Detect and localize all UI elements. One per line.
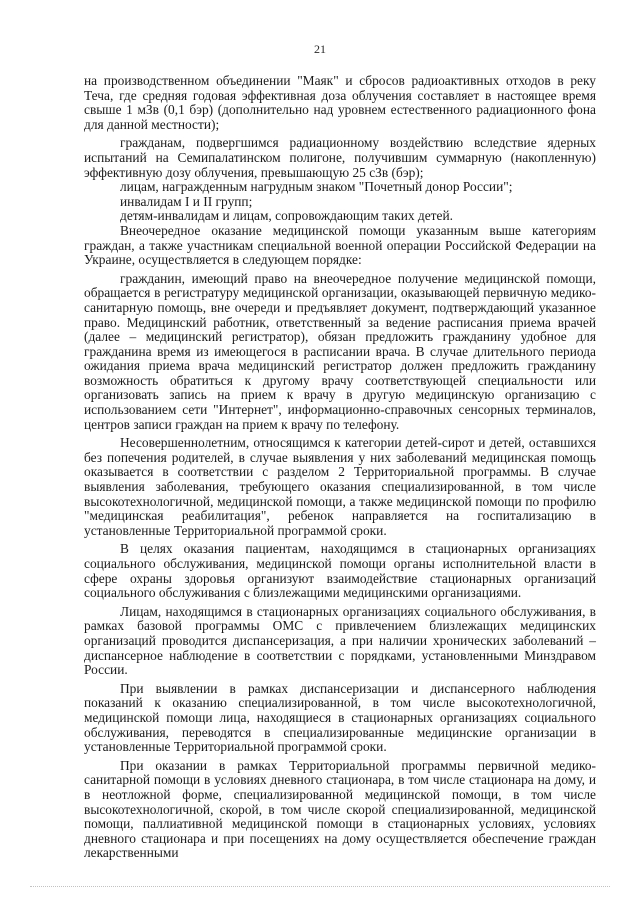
paragraph-mayak-exposure: на производственном объединении "Маяк" и сбросов радиоактивных отходов в реку Теча, где средняя годовая эффективная доза облучения составляет в настоящее время свыше 1 мЗв (0,1 бэр) (дополнительно над уровнем естественного радиационного фона для данной местности); (84, 73, 596, 132)
paragraph-disability-groups: инвалидам I и II групп; (120, 193, 253, 209)
paragraph-social-institutions: В целях оказания пациентам, находящимся в стационарных организациях социального обслуживания, медицинской помощи органы исполнительной власти в сфере охраны здоровья организуют взаимодействие стационарных организаций социального обслуживания с близлежащими медицинскими организациями. (84, 541, 596, 601)
paragraph-specialized-transfer: При выявлении в рамках диспансеризации и диспансерного наблюдения показаний к оказанию специализированной, в том числе высокотехнологичной, медицинской помощи лица, находящиеся в стационарных организациях социального обслуживания, переводятся в специализированные медицинские организации в установленные Территориальной программой сроки. (84, 680, 596, 755)
page-number: 21 (314, 42, 326, 56)
paragraph-dispensarization: Лицам, находящимся в стационарных организациях социального обслуживания, в рамках базовой программы ОМС с привлечением близлежащих медицинских организаций проводится диспансеризация, а при наличии хронических заболеваний – диспансерное наблюдение в соответствии с порядками, установленными Минздравом России. (84, 603, 596, 678)
paragraph-disabled-children: детям-инвалидам и лицам, сопровождающим таких детей. (120, 208, 453, 224)
paragraph-priority-order: Внеочередное оказание медицинской помощи указанным выше категориям граждан, а также участникам специальной военной операции Российской Федерации на Украине, осуществляется в следующем порядке: (84, 222, 596, 268)
paragraph-semipalatinsk: гражданам, подвергшимся радиационному воздействию вследствие ядерных испытаний на Семипалатинском полигоне, получившим суммарную (накопленную) эффективную дозу облучения, превышающую 25 сЗв (бэр); (84, 135, 596, 180)
paragraph-honorary-donor: лицам, награжденным нагрудным знаком "Почетный донор России"; (120, 179, 513, 195)
paragraph-orphans: Несовершеннолетним, относящимся к категории детей-сирот и детей, оставшихся без попечения родителей, в случае выявления у них заболеваний медицинская помощь оказывается в соответствии с разделом 2 Территориальной программы. В случае выявления заболевания, требующего оказания специализированной, в том числе высокотехнологичной, медицинской помощи, а также медицинской помощи по профилю "медицинская реабилитация", ребенок направляется на госпитализацию в установленные Территориальной программой сроки. (84, 435, 596, 538)
document-body (84, 74, 596, 861)
paragraph-registration-procedure: гражданин, имеющий право на внеочередное получение медицинской помощи, обращается в регистратуру медицинской организации, оказывающей первичную медико-санитарную помощь, вне очереди и предъявляет документ, подтверждающий указанное право. Медицинский работник, ответственный за ведение расписания приема врачей (далее – медицинский регистратор), обязан предложить гражданину удобное для гражданина время из имеющегося в расписании врача. В случае длительного периода ожидания приема врача медицинский регистратор должен предложить гражданину возможность обратиться к другому врачу соответствующей специальности или организовать запись на прием к врачу в другую медицинскую организацию с использованием сети "Интернет", информационно-справочных сенсорных терминалов, центров записи граждан на прием к врачу по телефону. (84, 270, 596, 432)
paragraph-drug-provision: При оказании в рамках Территориальной программы первичной медико-санитарной помощи в условиях дневного стационара, в том числе стационара на дому, и в неотложной форме, специализированной медицинской помощи, в том числе высокотехнологичной, скорой, в том числе скорой специализированной, медицинской помощи, паллиативной медицинской помощи в стационарных условиях, условиях дневного стационара и при посещениях на дому осуществляется обеспечение граждан лекарственными (84, 757, 596, 861)
scan-bottom-edge (30, 886, 610, 887)
